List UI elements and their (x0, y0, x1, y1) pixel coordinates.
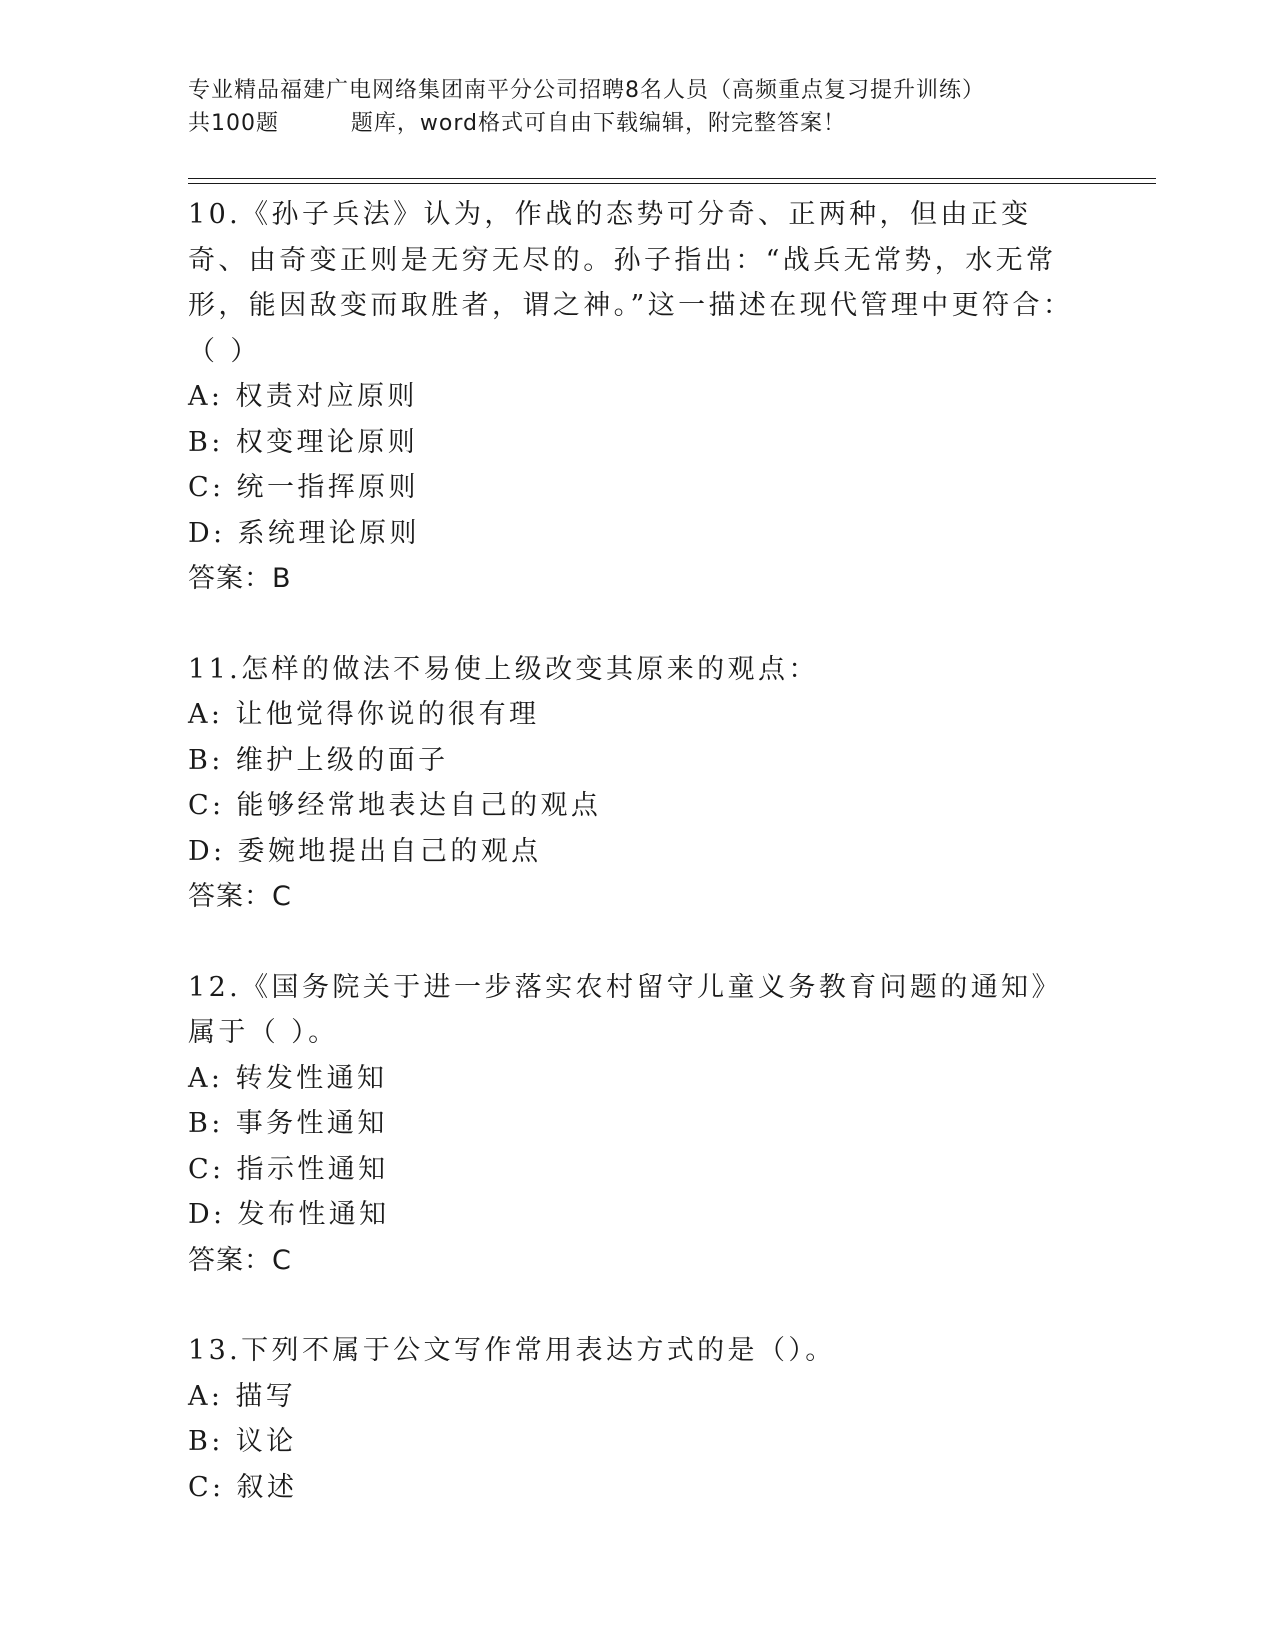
spacer (188, 920, 1078, 965)
question-13 (188, 1328, 1078, 1510)
option-c: C: 叙述 (188, 1471, 298, 1503)
option-c: C: 指示性通知 (188, 1153, 389, 1185)
option-b: B: 事务性通知 (188, 1108, 388, 1139)
answer-line: 答案：C (188, 1244, 292, 1276)
option-a: A: 转发性通知 (188, 1062, 388, 1094)
answer-line: 答案：C (188, 881, 292, 912)
question-10 (188, 192, 1078, 602)
spacer (188, 1283, 1078, 1328)
option-a: A: 描写 (188, 1380, 297, 1412)
option-a: A: 让他觉得你说的很有理 (188, 699, 540, 730)
spacer (188, 602, 1078, 647)
option-a: A: 权责对应原则 (188, 381, 418, 412)
header-divider-top (188, 178, 1156, 179)
question-12 (188, 965, 1078, 1284)
header-title-line: 专业精品福建广电网络集团南平分公司招聘8名人员（高频重点复习提升训练） (188, 78, 985, 103)
option-b: B: 维护上级的面子 (188, 744, 449, 776)
option-d: D: 系统理论原则 (188, 517, 420, 549)
option-c: C: 能够经常地表达自己的观点 (188, 790, 602, 821)
question-text: 11.怎样的做法不易使上级改变其原来的观点： (188, 653, 819, 685)
option-b: B: 权变理论原则 (188, 426, 419, 458)
header-subtitle-line: 共100题 题库，word格式可自由下载编辑，附完整答案！ (188, 111, 847, 136)
option-d: D: 委婉地提出自己的观点 (188, 835, 542, 867)
question-list (188, 192, 1078, 1510)
option-d: D: 发布性通知 (188, 1199, 390, 1230)
question-11 (188, 647, 1078, 920)
question-text: 12.《国务院关于进一步落实农村留守儿童义务教育问题的通知》属于（ ）。 (188, 971, 1062, 1048)
document-header (188, 74, 1148, 140)
option-c: C: 统一指挥原则 (188, 472, 419, 503)
question-text: 10.《孙子兵法》认为，作战的态势可分奇、正两种，但由正变奇、由奇变正则是无穷无尽的。孙子指出：“战兵无常势，水无常形，能因敌变而取胜者，谓之神。”这一描述在现代管理中更符合：（ ） (188, 199, 1074, 367)
question-text: 13.下列不属于公文写作常用表达方式的是（）。 (188, 1335, 836, 1366)
option-b: B: 议论 (188, 1426, 297, 1457)
header-divider-bottom (188, 183, 1156, 184)
answer-line: 答案：B (188, 563, 292, 594)
